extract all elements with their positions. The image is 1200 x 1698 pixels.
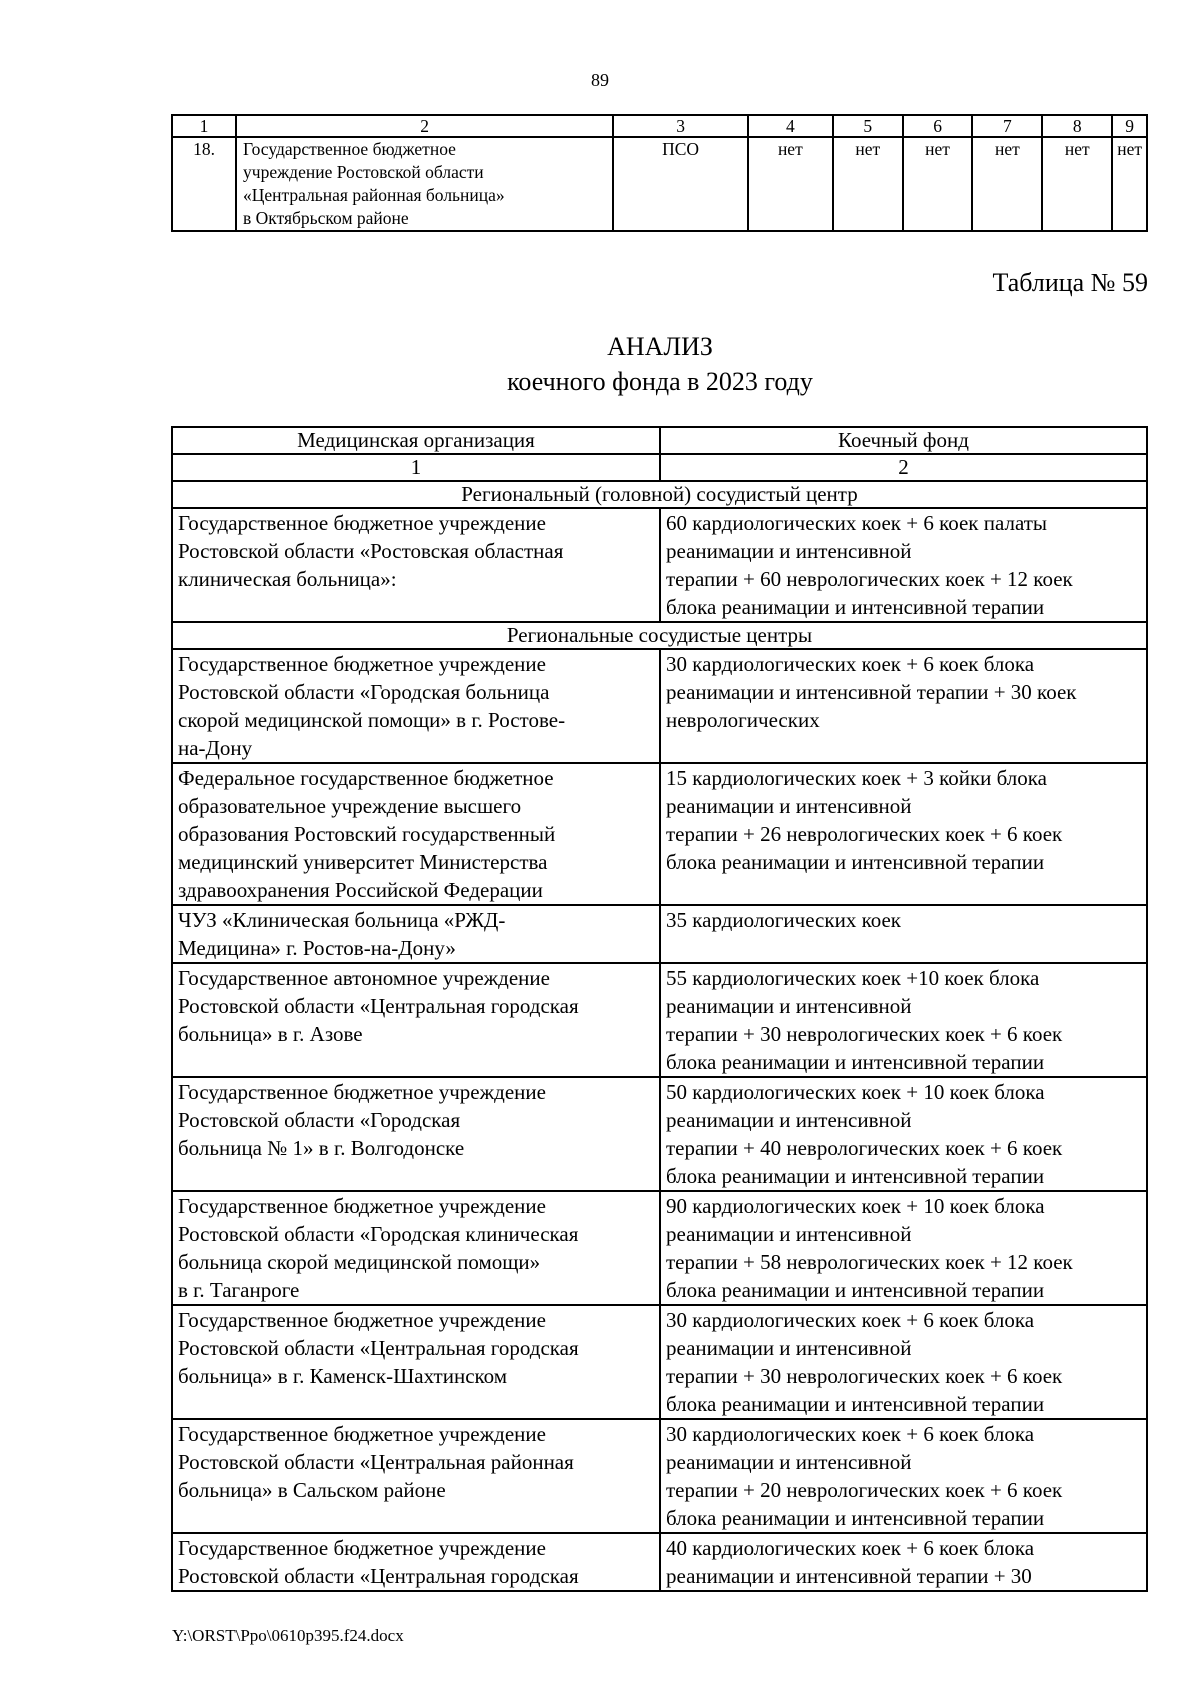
beds-line: 15 кардиологических коек + 3 койки блока xyxy=(666,766,1047,790)
value-cell: нет xyxy=(1112,137,1147,231)
section-row xyxy=(172,481,1147,508)
header-cell: 5 xyxy=(833,115,903,137)
org-line: в г. Таганроге xyxy=(178,1278,300,1302)
column-header-organization: Медицинская организация xyxy=(172,427,660,454)
value-cell: нет xyxy=(903,137,973,231)
org-line: Федеральное государственное бюджетное xyxy=(178,766,554,790)
beds-line: блока реанимации и интенсивной терапии xyxy=(666,1506,1045,1530)
column-number-row xyxy=(172,454,1147,481)
beds-line: терапии + 26 неврологических коек + 6 коек xyxy=(666,822,1063,846)
beds-cell xyxy=(660,1305,1147,1419)
beds-line: реанимации и интенсивной терапии + 30 коек xyxy=(666,680,1077,704)
continuation-table xyxy=(171,114,1148,232)
value-cell: нет xyxy=(1042,137,1112,231)
beds-line: блока реанимации и интенсивной терапии xyxy=(666,595,1045,619)
org-line: Ростовской области «Центральная городская xyxy=(178,1336,579,1360)
beds-line: 35 кардиологических коек xyxy=(666,908,901,932)
org-line: Государственное бюджетное учреждение xyxy=(178,1308,546,1332)
org-line: в Октябрьском районе xyxy=(243,208,409,228)
beds-line: реанимации и интенсивной xyxy=(666,994,912,1018)
table-row xyxy=(172,649,1147,763)
header-cell: 6 xyxy=(903,115,973,137)
page-number: 89 xyxy=(591,70,609,90)
beds-line: терапии + 30 неврологических коек + 6 коек xyxy=(666,1364,1063,1388)
org-line: больница скорой медицинской помощи» xyxy=(178,1250,541,1274)
table-row xyxy=(172,137,1147,231)
header-cell: 9 xyxy=(1112,115,1147,137)
org-line: Государственное бюджетное учреждение xyxy=(178,1536,546,1560)
org-line: Государственное бюджетное учреждение xyxy=(178,1422,546,1446)
organization-cell xyxy=(172,1305,660,1419)
org-line: больница» в Сальском районе xyxy=(178,1478,446,1502)
org-line: больница» в г. Каменск-Шахтинском xyxy=(178,1364,508,1388)
type-cell: ПСО xyxy=(613,137,748,231)
beds-line: терапии + 58 неврологических коек + 12 коек xyxy=(666,1250,1073,1274)
org-line: клиническая больница»: xyxy=(178,567,397,591)
beds-line: 40 кардиологических коек + 6 коек блока xyxy=(666,1536,1035,1560)
org-line: Государственное бюджетное учреждение xyxy=(178,1080,546,1104)
organization-cell xyxy=(172,508,660,622)
org-line: учреждение Ростовской области xyxy=(243,162,484,182)
org-line: ЧУЗ «Клиническая больница «РЖД- xyxy=(178,908,506,932)
bed-fund-table-body xyxy=(172,427,1147,1591)
beds-line: реанимации и интенсивной xyxy=(666,1222,912,1246)
beds-cell xyxy=(660,1077,1147,1191)
org-line: медицинский университет Министерства xyxy=(178,850,548,874)
org-line: Ростовской области «Городская клиническая xyxy=(178,1222,579,1246)
table-row xyxy=(172,1077,1147,1191)
beds-line: 55 кардиологических коек +10 коек блока xyxy=(666,966,1040,990)
beds-line: реанимации и интенсивной терапии + 30 xyxy=(666,1564,1032,1588)
org-line: на-Дону xyxy=(178,736,253,760)
column-header-bed-fund: Коечный фонд xyxy=(660,427,1147,454)
beds-line: терапии + 40 неврологических коек + 6 коек xyxy=(666,1136,1063,1160)
beds-line: 30 кардиологических коек + 6 коек блока xyxy=(666,652,1035,676)
beds-cell xyxy=(660,905,1147,963)
org-line: Государственное бюджетное учреждение xyxy=(178,652,546,676)
section-heading: Региональные сосудистые центры xyxy=(172,622,1147,649)
beds-line: блока реанимации и интенсивной терапии xyxy=(666,850,1045,874)
beds-line: терапии + 30 неврологических коек + 6 коек xyxy=(666,1022,1063,1046)
table-row xyxy=(172,508,1147,622)
beds-line: блока реанимации и интенсивной терапии xyxy=(666,1050,1045,1074)
org-line: скорой медицинской помощи» в г. Ростове- xyxy=(178,708,566,732)
table-row xyxy=(172,905,1147,963)
organization-cell xyxy=(172,1419,660,1533)
beds-line: блока реанимации и интенсивной терапии xyxy=(666,1278,1045,1302)
beds-line: 90 кардиологических коек + 10 коек блока xyxy=(666,1194,1045,1218)
table-row xyxy=(172,1419,1147,1533)
org-line: Государственное бюджетное xyxy=(243,139,456,159)
value-cell: нет xyxy=(833,137,903,231)
org-line: Государственное бюджетное учреждение xyxy=(178,1194,546,1218)
org-line: образования Ростовский государственный xyxy=(178,822,556,846)
org-line: больница № 1» в г. Волгодонске xyxy=(178,1136,465,1160)
beds-cell xyxy=(660,763,1147,905)
organization-cell xyxy=(172,963,660,1077)
beds-line: терапии + 20 неврологических коек + 6 коек xyxy=(666,1478,1063,1502)
org-line: Ростовской области «Центральная районная xyxy=(178,1450,574,1474)
beds-line: 50 кардиологических коек + 10 коек блока xyxy=(666,1080,1045,1104)
organization-cell xyxy=(172,1077,660,1191)
footer-file-path: Y:\ORST\Ppo\0610p395.f24.docx xyxy=(172,1626,404,1645)
organization-cell xyxy=(236,137,613,231)
table-label: Таблица № 59 xyxy=(992,268,1148,297)
org-line: Ростовской области «Городская xyxy=(178,1108,461,1132)
beds-line: блока реанимации и интенсивной терапии xyxy=(666,1164,1045,1188)
beds-line: 30 кардиологических коек + 6 коек блока xyxy=(666,1422,1035,1446)
document-subtitle: коечного фонда в 2023 году xyxy=(507,367,813,396)
beds-line: реанимации и интенсивной xyxy=(666,1336,912,1360)
organization-cell xyxy=(172,905,660,963)
org-line: Медицина» г. Ростов-на-Дону» xyxy=(178,936,456,960)
beds-line: 60 кардиологических коек + 6 коек палаты xyxy=(666,511,1048,535)
org-line: Ростовской области «Центральная городская xyxy=(178,994,579,1018)
table-row xyxy=(172,963,1147,1077)
beds-cell xyxy=(660,508,1147,622)
beds-line: терапии + 60 неврологических коек + 12 коек xyxy=(666,567,1073,591)
section-row xyxy=(172,622,1147,649)
beds-cell xyxy=(660,1191,1147,1305)
beds-line: реанимации и интенсивной xyxy=(666,539,912,563)
section-heading: Региональный (головной) сосудистый центр xyxy=(172,481,1147,508)
header-cell: 7 xyxy=(972,115,1042,137)
org-line: больница» в г. Азове xyxy=(178,1022,363,1046)
column-number: 1 xyxy=(172,454,660,481)
header-cell: 1 xyxy=(172,115,236,137)
header-cell: 3 xyxy=(613,115,748,137)
organization-cell xyxy=(172,763,660,905)
value-cell: нет xyxy=(972,137,1042,231)
beds-cell xyxy=(660,1419,1147,1533)
header-cell: 2 xyxy=(236,115,613,137)
table-row xyxy=(172,1305,1147,1419)
org-line: Ростовской области «Центральная городская xyxy=(178,1564,579,1588)
document-title: АНАЛИЗ xyxy=(607,332,713,361)
beds-line: 30 кардиологических коек + 6 коек блока xyxy=(666,1308,1035,1332)
column-number: 2 xyxy=(660,454,1147,481)
org-line: Ростовской области «Городская больница xyxy=(178,680,550,704)
header-cell: 4 xyxy=(748,115,833,137)
org-line: здравоохранения Российской Федерации xyxy=(178,878,543,902)
table-row xyxy=(172,1191,1147,1305)
organization-cell xyxy=(172,1533,660,1591)
org-line: Государственное автономное учреждение xyxy=(178,966,550,990)
beds-line: реанимации и интенсивной xyxy=(666,794,912,818)
org-line: образовательное учреждение высшего xyxy=(178,794,522,818)
beds-line: реанимации и интенсивной xyxy=(666,1108,912,1132)
org-line: Ростовской области «Ростовская областная xyxy=(178,539,564,563)
table-row xyxy=(172,763,1147,905)
beds-cell xyxy=(660,1533,1147,1591)
header-cell: 8 xyxy=(1042,115,1112,137)
beds-cell xyxy=(660,649,1147,763)
org-line: «Центральная районная больница» xyxy=(243,185,505,205)
value-cell: нет xyxy=(748,137,833,231)
header-row xyxy=(172,427,1147,454)
organization-cell xyxy=(172,649,660,763)
beds-line: неврологических xyxy=(666,708,820,732)
bed-fund-table xyxy=(171,426,1148,1592)
column-number-row xyxy=(172,115,1147,137)
beds-line: реанимации и интенсивной xyxy=(666,1450,912,1474)
organization-cell xyxy=(172,1191,660,1305)
table-row xyxy=(172,1533,1147,1591)
beds-cell xyxy=(660,963,1147,1077)
row-number: 18. xyxy=(172,137,236,231)
org-line: Государственное бюджетное учреждение xyxy=(178,511,546,535)
beds-line: блока реанимации и интенсивной терапии xyxy=(666,1392,1045,1416)
